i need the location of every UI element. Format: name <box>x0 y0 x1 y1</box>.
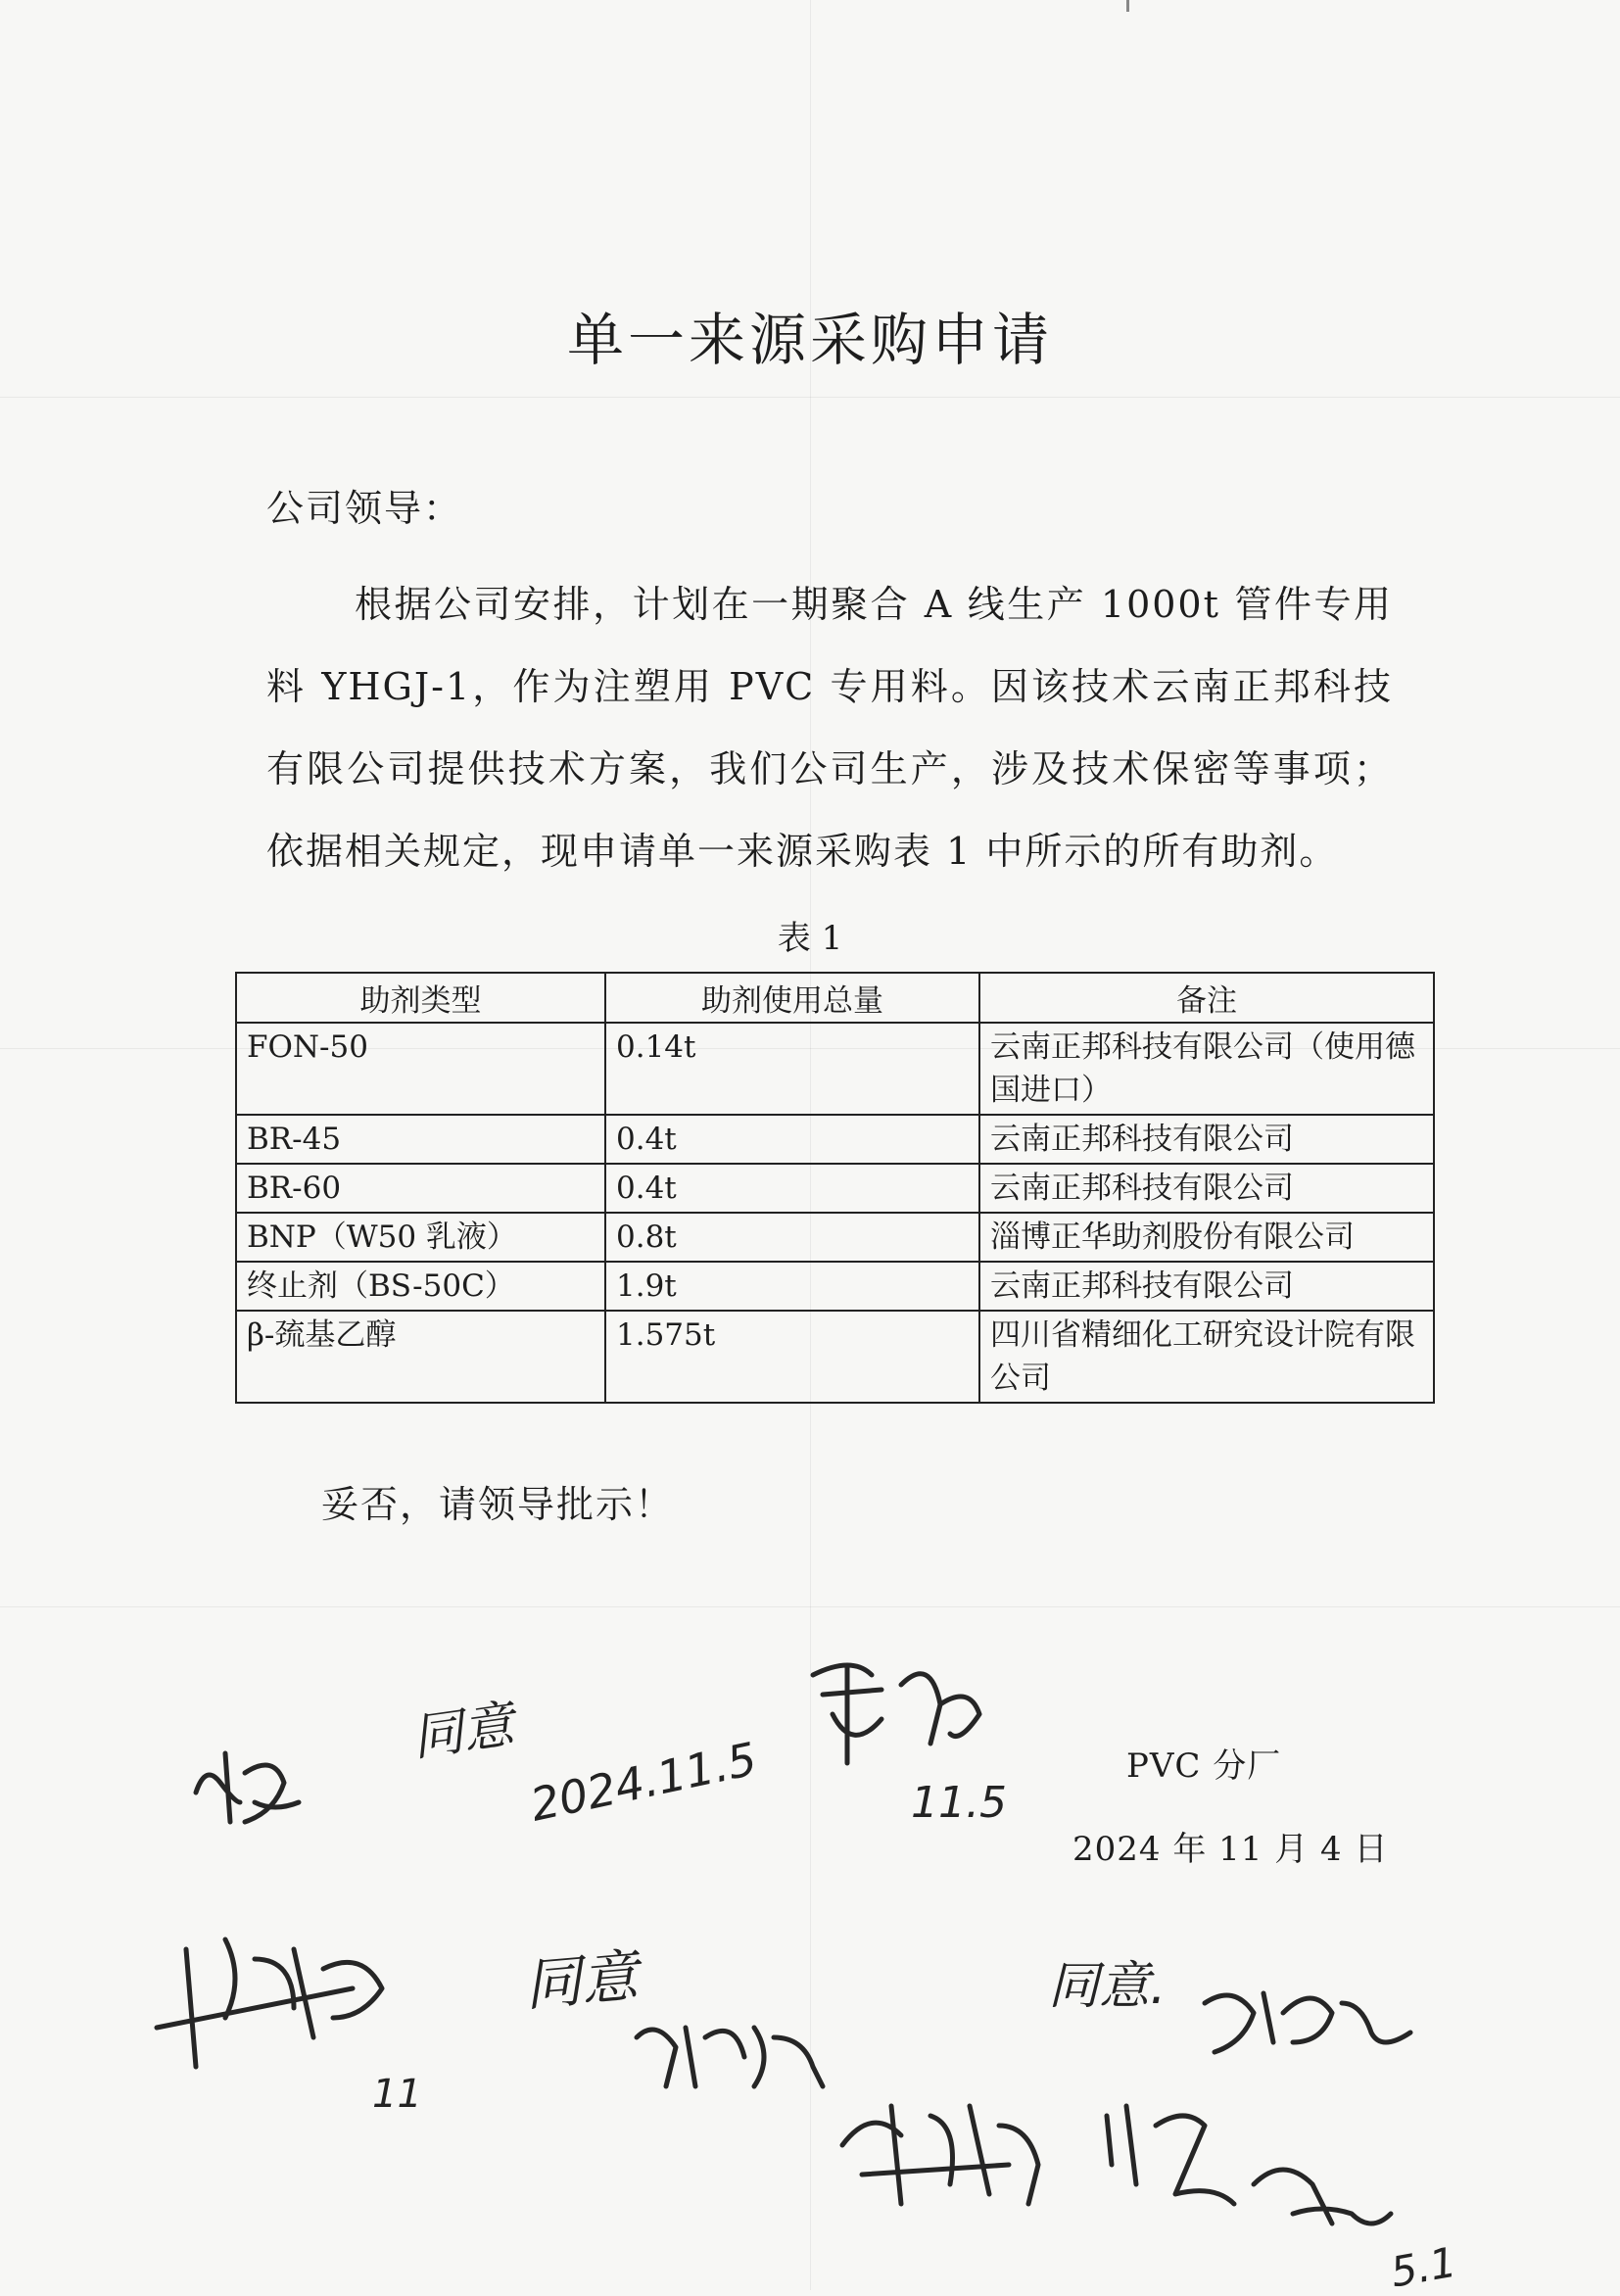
cell-type: β-巯基乙醇 <box>236 1311 605 1403</box>
table-row <box>236 1164 1434 1213</box>
cell-note: 云南正邦科技有限公司 <box>979 1262 1434 1311</box>
signature-6 <box>833 2086 1058 2214</box>
table-row <box>236 1213 1434 1262</box>
signature-7 <box>1097 2096 1410 2272</box>
document-title: 单一来源采购申请 <box>566 307 1053 373</box>
handwritten-mark: 11 <box>372 2072 422 2117</box>
header-note: 备注 <box>979 973 1434 1023</box>
signature-4 <box>627 1998 852 2106</box>
additive-table <box>235 972 1435 1404</box>
cell-note: 云南正邦科技有限公司 <box>979 1115 1434 1164</box>
cell-note: 四川省精细化工研究设计院有限公司 <box>979 1311 1434 1403</box>
handwritten-date: 11.5 <box>911 1778 1007 1828</box>
cell-type: 终止剂（BS-50C） <box>236 1262 605 1311</box>
cell-note: 淄博正华助剂股份有限公司 <box>979 1213 1434 1262</box>
header-amount: 助剂使用总量 <box>605 973 979 1023</box>
table-caption: 表 1 <box>777 919 843 958</box>
cell-amount: 0.4t <box>605 1164 979 1213</box>
body-paragraph: 根据公司安排，计划在一期聚合 A 线生产 1000t 管件专用料 YHGJ-1，作为注塑用 PVC 专用料。因该技术云南正邦科技有限公司提供技术方案，我们公司生产，涉及技术保密等事项；依据相关规定，现申请单一来源采购表 1 中所示的所有助剂。 <box>266 583 1393 873</box>
table-row <box>236 1262 1434 1311</box>
signature-1 <box>176 1734 313 1842</box>
header-type: 助剂类型 <box>236 973 605 1023</box>
signature-3 <box>147 1920 441 2086</box>
closing-request: 妥否，请领导批示！ <box>321 1483 675 1526</box>
handwritten-approval: 同意 <box>521 1942 642 2019</box>
document-date: 2024 年 11 月 4 日 <box>1072 1830 1389 1869</box>
cell-type: BR-45 <box>236 1115 605 1164</box>
handwritten-approval: 同意 <box>408 1696 518 1768</box>
sender-unit: PVC 分厂 <box>1126 1746 1282 1786</box>
handwritten-approval: 同意. <box>1048 1957 1167 2016</box>
handwritten-date: 2024.11.5 <box>525 1732 762 1832</box>
table-row <box>236 1115 1434 1164</box>
signature-2 <box>793 1646 1009 1773</box>
cell-amount: 1.575t <box>605 1311 979 1403</box>
cell-amount: 0.8t <box>605 1213 979 1262</box>
table-header-row <box>236 973 1434 1023</box>
cell-amount: 0.4t <box>605 1115 979 1164</box>
cell-amount: 1.9t <box>605 1262 979 1311</box>
salutation: 公司领导： <box>266 487 463 530</box>
binding-mark <box>1126 0 1129 12</box>
cell-type: BR-60 <box>236 1164 605 1213</box>
cell-note: 云南正邦科技有限公司 <box>979 1164 1434 1213</box>
table-row <box>236 1311 1434 1403</box>
cell-type: FON-50 <box>236 1023 605 1115</box>
cell-amount: 0.14t <box>605 1023 979 1115</box>
table-row <box>236 1023 1434 1115</box>
cell-type: BNP（W50 乳液） <box>236 1213 605 1262</box>
handwritten-date: 5.1 <box>1387 2237 1460 2296</box>
cell-note: 云南正邦科技有限公司（使用德国进口） <box>979 1023 1434 1115</box>
signature-5 <box>1195 1964 1420 2072</box>
